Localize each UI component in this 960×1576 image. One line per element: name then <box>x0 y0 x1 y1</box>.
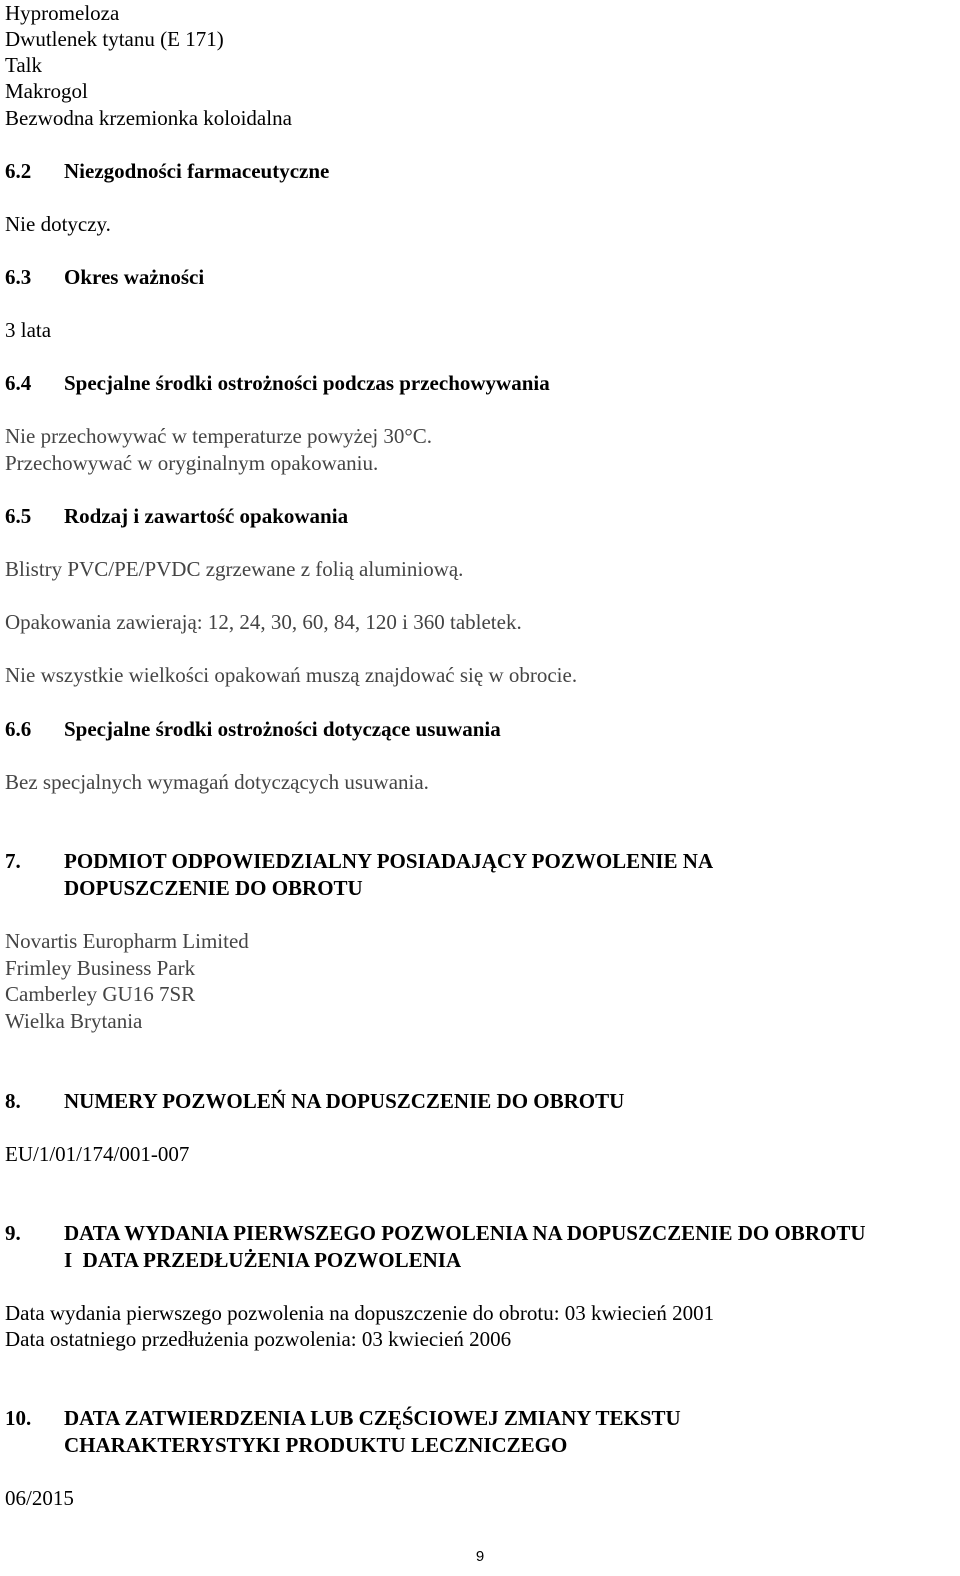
section-number: 6.4 <box>5 371 32 395</box>
storage-line: Przechowywać w oryginalnym opakowaniu. <box>5 451 379 475</box>
authorisation-number: EU/1/01/174/001-007 <box>5 1142 190 1166</box>
address-line: Frimley Business Park <box>5 956 196 980</box>
section-6-4-heading <box>0 370 960 396</box>
revision-date: 06/2015 <box>5 1486 74 1510</box>
section-8-heading <box>0 1088 960 1114</box>
section-7-heading <box>0 848 960 902</box>
excipient-item: Bezwodna krzemionka koloidalna <box>5 106 292 130</box>
section-number: 6.2 <box>5 159 32 183</box>
section-6-2-heading <box>0 158 960 184</box>
excipient-item: Dwutlenek tytanu (E 171) <box>5 27 224 51</box>
address-line: Wielka Brytania <box>5 1009 143 1033</box>
page-number: 9 <box>475 1548 485 1565</box>
address-line: Camberley GU16 7SR <box>5 982 196 1006</box>
section-title: Specjalne środki ostrożności dotyczące usuwania <box>64 717 501 741</box>
section-6-3-text: 3 lata <box>5 318 52 342</box>
storage-line: Nie przechowywać w temperaturze powyżej 30°C. <box>5 424 433 448</box>
packaging-line: Opakowania zawierają: 12, 24, 30, 60, 84, 120 i 360 tabletek. <box>5 610 522 634</box>
date-line: Data wydania pierwszego pozwolenia na dopuszczenie do obrotu: 03 kwiecień 2001 <box>5 1301 715 1325</box>
section-number: 10. <box>5 1406 32 1430</box>
section-6-6-heading <box>0 716 960 742</box>
section-9-heading <box>0 1220 960 1274</box>
excipient-item: Hypromeloza <box>5 1 120 25</box>
address-line: Novartis Europharm Limited <box>5 929 249 953</box>
section-6-3-heading <box>0 264 960 290</box>
section-number: 6.5 <box>5 504 32 528</box>
packaging-line: Blistry PVC/PE/PVDC zgrzewane z folią aluminiową. <box>5 557 464 581</box>
section-number: 6.3 <box>5 265 32 289</box>
section-number: 8. <box>5 1089 21 1113</box>
section-title-line: CHARAKTERYSTYKI PRODUKTU LECZNICZEGO <box>64 1433 568 1457</box>
section-6-5-heading <box>0 503 960 529</box>
section-title-line: DATA ZATWIERDZENIA LUB CZĘŚCIOWEJ ZMIANY TEKSTU <box>64 1406 681 1430</box>
section-title-line: DATA WYDANIA PIERWSZEGO POZWOLENIA NA DOPUSZCZENIE DO OBROTU <box>64 1221 866 1245</box>
section-title: Niezgodności farmaceutyczne <box>64 159 330 183</box>
section-number: 7. <box>5 849 21 873</box>
packaging-line: Nie wszystkie wielkości opakowań muszą znajdować się w obrocie. <box>5 663 578 687</box>
section-title-line: I DATA PRZEDŁUŻENIA POZWOLENIA <box>64 1248 462 1272</box>
section-title-line: PODMIOT ODPOWIEDZIALNY POSIADAJĄCY POZWOLENIE NA <box>64 849 714 873</box>
section-6-2-text: Nie dotyczy. <box>5 212 111 236</box>
excipient-item: Makrogol <box>5 79 88 103</box>
section-6-6-text: Bez specjalnych wymagań dotyczących usuwania. <box>5 770 429 794</box>
section-title: Rodzaj i zawartość opakowania <box>64 504 349 528</box>
section-10-heading <box>0 1405 960 1459</box>
section-title-line: DOPUSZCZENIE DO OBROTU <box>64 876 363 900</box>
section-number: 6.6 <box>5 717 32 741</box>
section-title: Specjalne środki ostrożności podczas przechowywania <box>64 371 550 395</box>
section-title: Okres ważności <box>64 265 205 289</box>
section-title: NUMERY POZWOLEŃ NA DOPUSZCZENIE DO OBROTU <box>64 1089 625 1113</box>
section-number: 9. <box>5 1221 21 1245</box>
date-line: Data ostatniego przedłużenia pozwolenia: 03 kwiecień 2006 <box>5 1327 512 1351</box>
excipient-item: Talk <box>5 53 43 77</box>
